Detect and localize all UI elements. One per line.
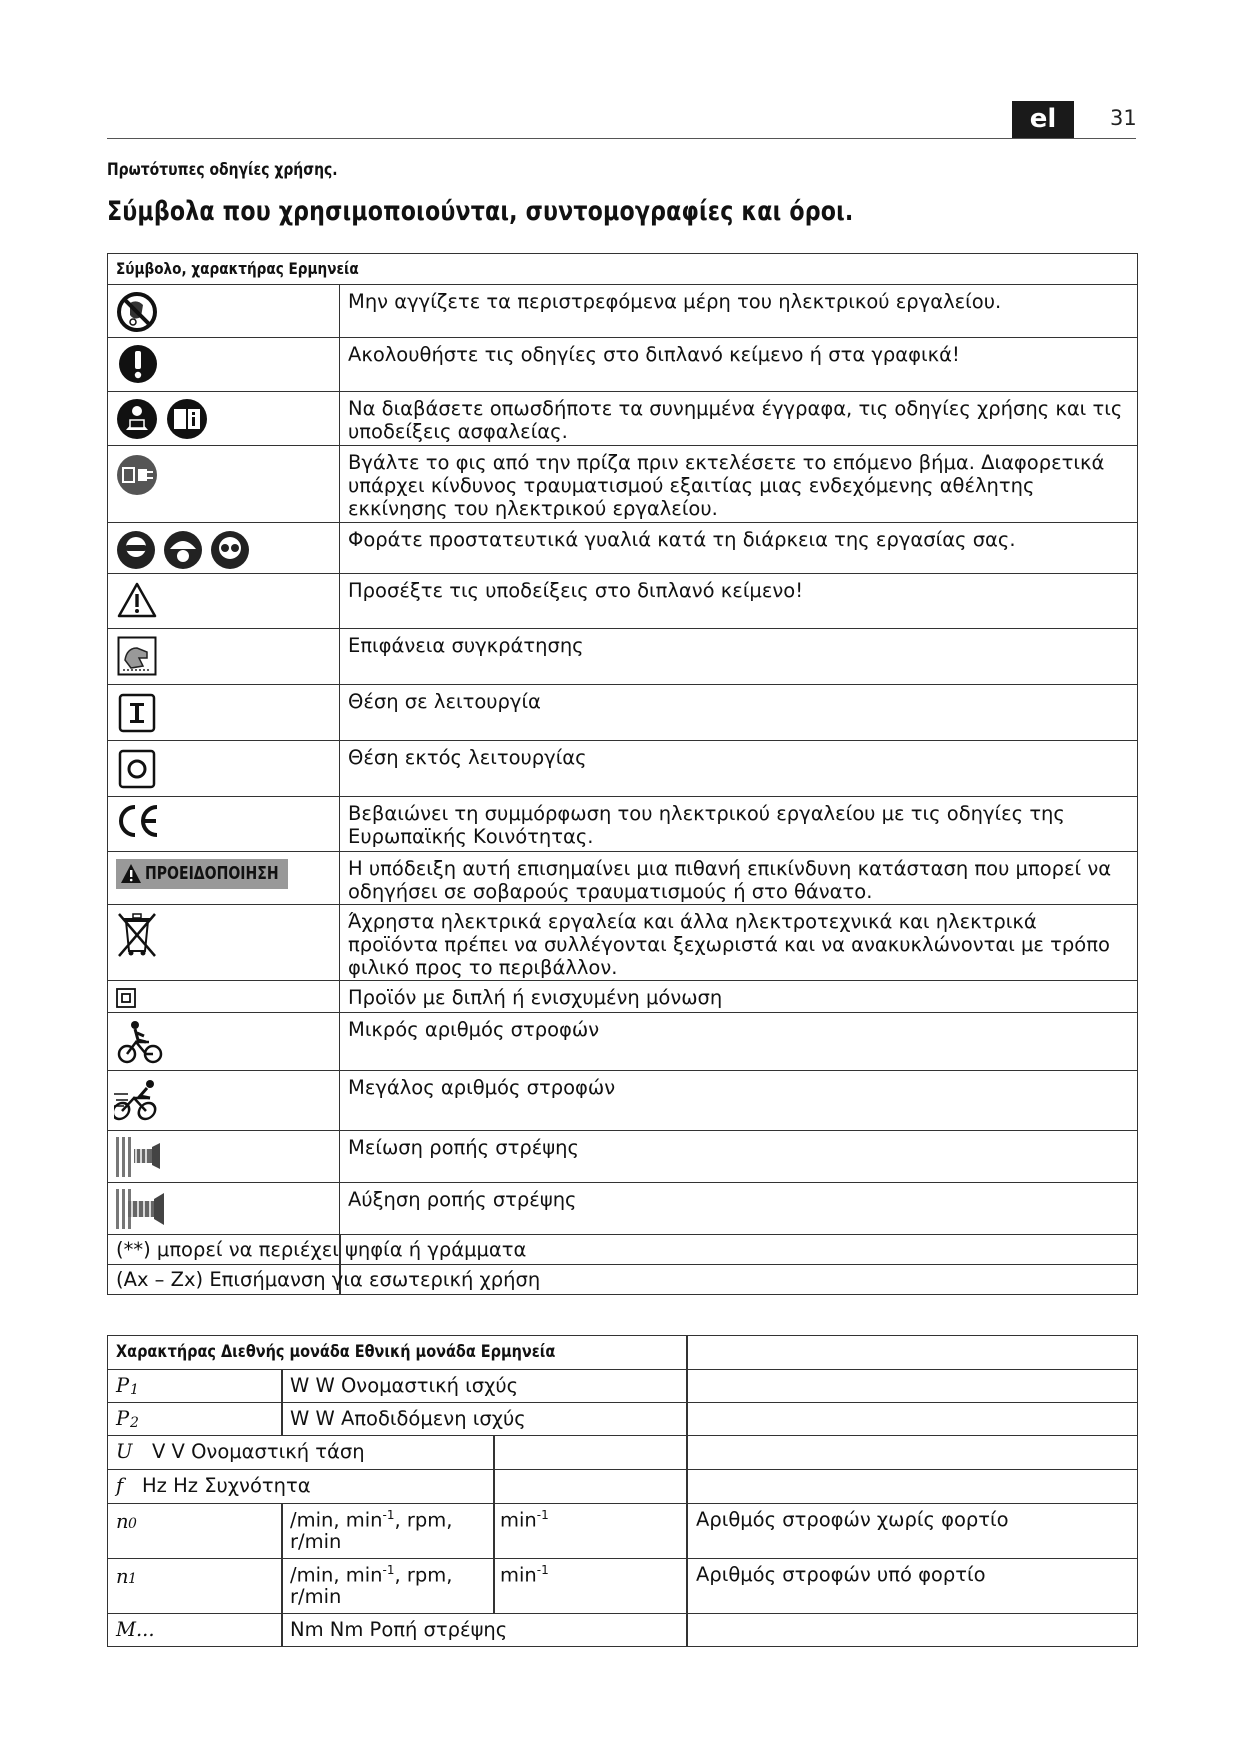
table-row (108, 1013, 1137, 1071)
symbol-cell (108, 1131, 340, 1182)
table-row (108, 1183, 1137, 1235)
header-rule (107, 138, 1136, 139)
warning-triangle-icon (117, 582, 157, 618)
table-row (108, 392, 1137, 446)
unit-symbol: U (116, 1440, 133, 1463)
symbol-cell (108, 741, 340, 796)
table-row (108, 852, 1137, 905)
unit-text: Nm Nm Ροπή στρέψης (290, 1618, 508, 1641)
table-row (108, 1504, 1137, 1559)
slow-cyclist-icon (116, 1020, 164, 1064)
unit-text: W W Ονομαστική ισχύς (290, 1374, 519, 1397)
units-table-header (108, 1336, 1137, 1370)
unit-symbol: P (116, 1407, 130, 1430)
symbol-cell (108, 1071, 340, 1130)
table-row (108, 1071, 1137, 1131)
unit-intl-alt: r/min (290, 1530, 342, 1553)
table-row (108, 1370, 1137, 1403)
unit-national: $\min^{-1}$ (500, 1563, 549, 1587)
unit-subscript: 2 (130, 1415, 139, 1431)
unit-meaning: Αριθμός στροφών χωρίς φορτίο (696, 1508, 1009, 1531)
symbol-cell (108, 446, 340, 522)
language-badge: el (1012, 101, 1074, 138)
table-row (108, 285, 1137, 338)
symbol-cell (108, 1183, 340, 1234)
table-row (108, 338, 1137, 392)
protective-gear-icon (116, 529, 256, 571)
table-row (108, 685, 1137, 741)
symbol-description: Να διαβάσετε οπωσδήποτε τα συνημμένα έγγραφα, τις οδηγίες χρήσης και τις υποδείξεις ασφαλείας. (348, 397, 1123, 443)
symbol-description: Προϊόν με διπλή ή ενισχυμένη μόνωση (348, 986, 723, 1009)
symbol-cell (108, 797, 340, 851)
unit-meaning: Αριθμός στροφών υπό φορτίο (696, 1563, 986, 1586)
symbol-cell (108, 981, 340, 1012)
table-row (108, 1614, 1137, 1646)
unit-subscript: 0 (128, 1516, 137, 1532)
symbol-description: Η υπόδειξη αυτή επισημαίνει μια πιθανή επικίνδυνη κατάσταση που μπορεί να οδηγήσει σε σοβαρούς τραυματισμούς ή στο θάνατο. (348, 857, 1112, 903)
symbol-description: Μείωση ροπής στρέψης (348, 1136, 579, 1159)
symbol-cell (108, 523, 340, 573)
read-manual-icon (116, 398, 216, 440)
fast-cyclist-icon (114, 1078, 168, 1122)
exclamation-icon (118, 344, 158, 384)
ce-mark-icon (116, 803, 162, 839)
unit-national: $\min^{-1}$ (500, 1508, 549, 1532)
symbol-description: Άχρηστα ηλεκτρικά εργαλεία και άλλα ηλεκτροτεχνικά και ηλεκτρικά προϊόντα πρέπει να συλλέγονται ξεχωριστά και να ανακυκλώνονται με τρόπο φιλικό προς το περιβάλλον. (348, 910, 1110, 979)
warning-label-icon (116, 859, 288, 889)
units-header-text: Χαρακτήρας Διεθνής μονάδα Εθνική μονάδα Ερμηνεία (116, 1342, 556, 1362)
grip-surface-icon (117, 636, 157, 676)
unit-symbol: n (116, 1565, 129, 1588)
off-switch-icon (118, 749, 156, 789)
symbol-cell (108, 629, 340, 684)
unit-text: V V Ονομαστική τάση (152, 1440, 365, 1463)
unit-intl: /min, $\min^{-1}$, rpm, (290, 1563, 453, 1587)
table-row (108, 1559, 1137, 1614)
symbol-cell (108, 1013, 340, 1070)
unit-subscript: 1 (128, 1571, 137, 1587)
unit-text: W W Αποδιδόμενη ισχύς (290, 1407, 526, 1430)
symbol-description: Προσέξτε τις υποδείξεις στο διπλανό κείμενο! (348, 579, 804, 602)
symbols-table-header (108, 254, 1137, 285)
symbol-cell (108, 285, 340, 337)
weee-bin-icon (116, 911, 158, 957)
table-row (108, 574, 1137, 629)
unit-subscript: 1 (130, 1382, 139, 1398)
symbol-description: Φοράτε προστατευτικά γυαλιά κατά τη διάρκεια της εργασίας σας. (348, 528, 1016, 551)
table-row (108, 629, 1137, 685)
unit-symbol: P (116, 1374, 130, 1397)
unit-symbol: M... (116, 1618, 155, 1641)
table-row (108, 1403, 1137, 1436)
symbols-table (107, 253, 1138, 1295)
unit-text: Hz Hz Συχνότητα (142, 1474, 311, 1497)
symbols-header-text: Σύμβολο, χαρακτήρας Ερμηνεία (116, 259, 359, 278)
symbol-description: Βγάλτε το φις από την πρίζα πριν εκτελέσετε το επόμενο βήμα. Διαφορετικά υπάρχει κίνδυνος τραυματισμού εξαιτίας μιας ενδεχόμενης αθέλητης εκκίνησης του ηλεκτρικού εργαλείου. (348, 451, 1105, 520)
units-table (107, 1335, 1138, 1647)
torque-increase-icon (114, 1187, 168, 1231)
symbol-description: Μην αγγίζετε τα περιστρεφόμενα μέρη του ηλεκτρικού εργαλείου. (348, 290, 1002, 313)
symbol-cell (108, 338, 340, 391)
symbol-description: Θέση εκτός λειτουργίας (348, 746, 587, 769)
symbol-cell (108, 905, 340, 980)
warning-triangle-icon (120, 863, 142, 885)
symbol-description: Θέση σε λειτουργία (348, 690, 541, 713)
table-row (108, 446, 1137, 523)
symbol-description: Αύξηση ροπής στρέψης (348, 1188, 577, 1211)
table-row (108, 981, 1137, 1013)
symbol-cell (108, 392, 340, 445)
symbol-description: Μικρός αριθμός στροφών (348, 1018, 600, 1041)
page-title: Σύμβολα που χρησιμοποιούνται, συντομογραφίες και όροι. (107, 196, 854, 227)
double-insulation-icon (116, 988, 136, 1008)
symbol-cell (108, 685, 340, 740)
table-note (108, 1265, 1137, 1294)
table-row (108, 1436, 1137, 1470)
unit-symbol: n (116, 1510, 129, 1533)
table-row (108, 797, 1137, 852)
symbol-description: Επιφάνεια συγκράτησης (348, 634, 584, 657)
unplug-icon (116, 454, 158, 496)
unit-symbol: f (116, 1474, 124, 1497)
symbol-cell (108, 852, 340, 904)
table-row (108, 905, 1137, 981)
unit-intl-alt: r/min (290, 1585, 342, 1608)
symbol-cell (108, 574, 340, 628)
on-switch-icon (118, 693, 156, 733)
document-subtitle: Πρωτότυπες οδηγίες χρήσης. (107, 160, 338, 180)
table-row (108, 741, 1137, 797)
no-touch-rotating-icon (116, 291, 158, 333)
page-number: 31 (1110, 106, 1137, 130)
table-note (108, 1235, 1137, 1265)
note-text: (Ax – Zx) Επισήμανση για εσωτερική χρήση (116, 1268, 541, 1291)
symbol-description: Βεβαιώνει τη συμμόρφωση του ηλεκτρικού εργαλείου με τις οδηγίες της Ευρωπαϊκής Κοινότητας. (348, 802, 1065, 848)
table-row (108, 1131, 1137, 1183)
table-row (108, 1470, 1137, 1504)
unit-intl: /min, $\min^{-1}$, rpm, (290, 1508, 453, 1532)
torque-decrease-icon (114, 1135, 164, 1179)
symbol-description: Ακολουθήστε τις οδηγίες στο διπλανό κείμενο ή στα γραφικά! (348, 343, 960, 366)
symbol-description: Μεγάλος αριθμός στροφών (348, 1076, 616, 1099)
table-row (108, 523, 1137, 574)
note-text: (**) μπορεί να περιέχει ψηφία ή γράμματα (116, 1238, 527, 1261)
warning-label-text: ΠΡΟΕΙΔΟΠΟΙΗΣΗ (145, 863, 279, 884)
